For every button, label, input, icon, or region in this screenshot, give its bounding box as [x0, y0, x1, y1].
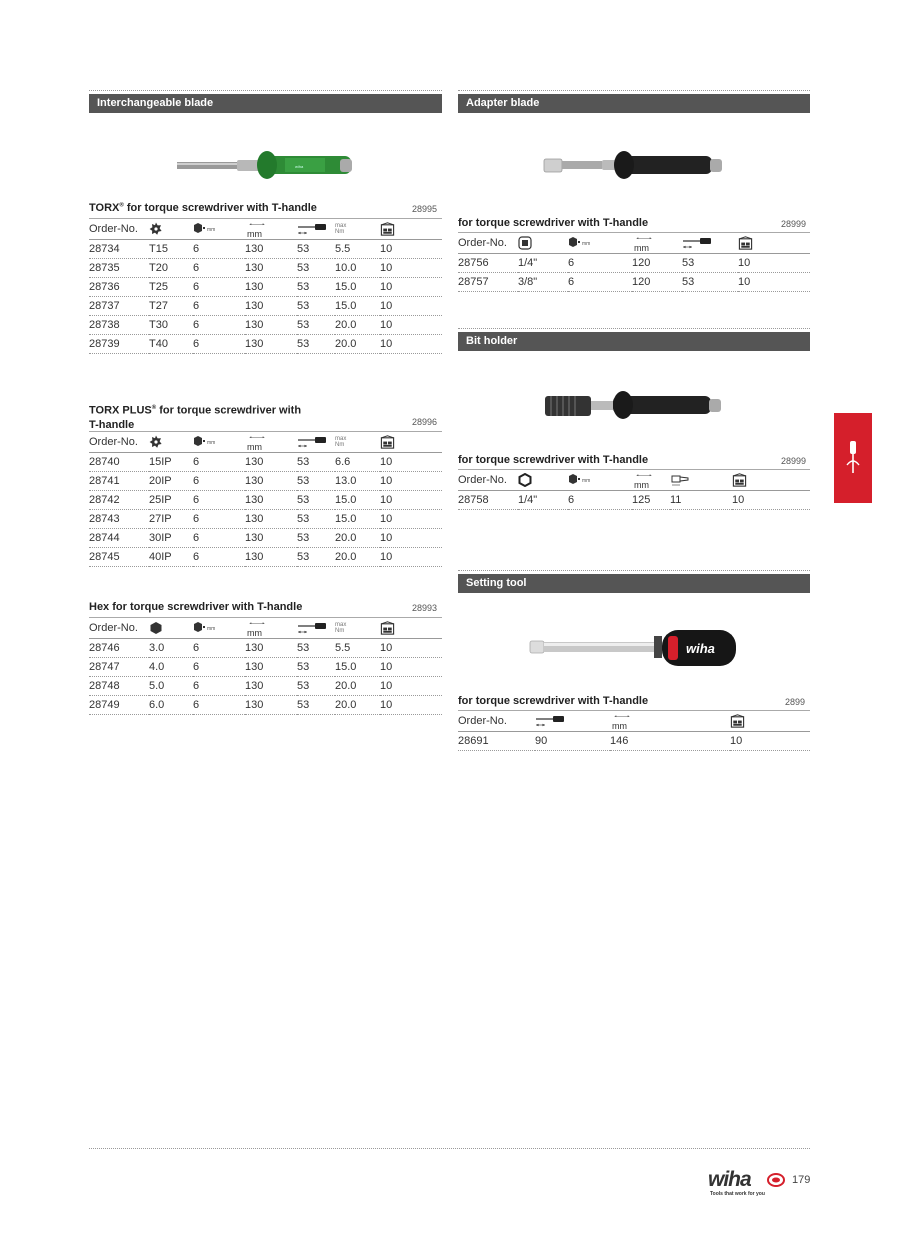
- hex-shank-icon: [568, 473, 598, 487]
- table-row: 28738 T30 6 130 53 20.0 10: [89, 316, 442, 335]
- order-no-header: Order-No.: [89, 618, 149, 639]
- top-rule-left: [89, 90, 442, 91]
- brand-tagline: Tools that work for you: [710, 1191, 765, 1197]
- table-row: 28756 1/4" 6 120 53 10: [458, 254, 810, 273]
- page-number: 179: [792, 1174, 811, 1186]
- setting-table-number: 2899: [785, 697, 806, 707]
- package-box-icon: [738, 236, 753, 251]
- torx-table-number: 28995: [412, 204, 438, 214]
- unit-mm: mm: [247, 441, 262, 452]
- band-label: Interchangeable blade: [97, 97, 214, 109]
- torx-plus-icon: [149, 435, 163, 449]
- table-row: 28734 T15 6 130 53 5.5 10: [89, 240, 442, 259]
- package-box-icon: [380, 222, 395, 237]
- torx-plus-table: [89, 431, 442, 567]
- blade-length-icon: [535, 714, 565, 728]
- bitholder-rule: [458, 328, 810, 329]
- table-row: 28749 6.0 6 130 53 20.0 10: [89, 696, 442, 715]
- table-row: 28744 30IP 6 130 53 20.0 10: [89, 529, 442, 548]
- section-band-bitholder: [458, 332, 810, 351]
- package-box-icon: [730, 714, 745, 729]
- unit-mm: mm: [247, 627, 262, 638]
- table-row: 28747 4.0 6 130 53 15.0 10: [89, 658, 442, 677]
- order-no-header: Order-No.: [458, 233, 518, 254]
- table-header-row: [89, 219, 442, 240]
- unit-mm: mm: [612, 720, 627, 731]
- table-header-row: [89, 432, 442, 453]
- unit-max: max: [335, 223, 347, 229]
- hex-table: [89, 617, 442, 715]
- table-row: 28736 T25 6 130 53 15.0 10: [89, 278, 442, 297]
- torx-icon: [149, 222, 163, 236]
- unit-max: max: [335, 622, 347, 628]
- bitholder-image: [543, 388, 727, 424]
- order-no-header: Order-No.: [458, 470, 518, 491]
- torx-plus-table-number: 28996: [412, 417, 438, 427]
- table-row: 28757 3/8" 6 120 53 10: [458, 273, 810, 292]
- torx-table: [89, 218, 442, 354]
- hex-table-title: Hex for torque screwdriver with T-handle: [89, 601, 303, 613]
- bit-length-icon: [670, 473, 694, 487]
- table-row: 28742 25IP 6 130 53 15.0 10: [89, 491, 442, 510]
- table-row: 28740 15IP 6 130 53 6.6 10: [89, 453, 442, 472]
- interchangeable-blade-image: [175, 148, 355, 184]
- table-header-row: [89, 618, 442, 639]
- blade-length-icon: [297, 621, 327, 635]
- svg-text:wiha: wiha: [295, 164, 304, 169]
- package-box-icon: [380, 435, 395, 450]
- hex-table-number: 28993: [412, 603, 438, 613]
- table-row: 28737 T27 6 130 53 15.0 10: [89, 297, 442, 316]
- blade-length-icon: [297, 435, 327, 449]
- bitholder-table: [458, 469, 810, 510]
- order-no-header: Order-No.: [89, 219, 149, 240]
- setting-table-title: for torque screwdriver with T-handle: [458, 695, 649, 707]
- blade-length-icon: [297, 222, 327, 236]
- unit-nm: Nm: [335, 628, 345, 634]
- unit-mm: mm: [634, 479, 649, 490]
- order-no-header: Order-No.: [89, 432, 149, 453]
- package-box-icon: [732, 473, 747, 488]
- table-row: 28758 1/4" 6 125 11 10: [458, 491, 810, 510]
- unit-nm: Nm: [335, 229, 345, 235]
- blade-length-icon: [682, 236, 712, 250]
- adapter-table: [458, 232, 810, 292]
- category-tab: [834, 413, 872, 503]
- table-header-row: [458, 233, 810, 254]
- hex-shank-icon: [193, 621, 223, 635]
- order-no-header: Order-No.: [458, 711, 535, 732]
- bitholder-table-title: for torque screwdriver with T-handle: [458, 454, 649, 466]
- adapter-blade-image: [542, 148, 726, 184]
- table-row: 28745 40IP 6 130 53 20.0 10: [89, 548, 442, 567]
- section-band-setting: [458, 574, 810, 593]
- hex-shank-icon: [193, 222, 223, 236]
- table-row: 28748 5.0 6 130 53 20.0 10: [89, 677, 442, 696]
- package-box-icon: [380, 621, 395, 636]
- table-header-row: [458, 470, 810, 491]
- hex-icon: [149, 621, 163, 635]
- screwdriver-tab-icon: [834, 413, 872, 503]
- torx-plus-table-title: TORX PLUS® for torque screwdriver with T-handle: [89, 404, 302, 431]
- band-label: Adapter blade: [466, 97, 540, 109]
- adapter-table-title: for torque screwdriver with T-handle: [458, 217, 649, 229]
- table-row: 28735 T20 6 130 53 10.0 10: [89, 259, 442, 278]
- square-drive-icon: [518, 236, 532, 250]
- setting-table: [458, 710, 810, 751]
- hex-socket-icon: [518, 473, 532, 487]
- table-row: 28746 3.0 6 130 53 5.5 10: [89, 639, 442, 658]
- logo-wordmark: wiha: [708, 1168, 751, 1191]
- footer-rule: [89, 1148, 810, 1149]
- unit-mm: mm: [247, 228, 262, 239]
- table-row: 28739 T40 6 130 53 20.0 10: [89, 335, 442, 354]
- setting-handle-brand: wiha: [686, 641, 715, 656]
- unit-max: max: [335, 436, 347, 442]
- bitholder-table-number: 28999: [781, 456, 807, 466]
- setting-tool-image: [528, 622, 740, 672]
- section-band-interchangeable: [89, 94, 442, 113]
- table-row: 28741 20IP 6 130 53 13.0 10: [89, 472, 442, 491]
- adapter-table-number: 28999: [781, 219, 807, 229]
- unit-mm: mm: [634, 242, 649, 253]
- top-rule-right: [458, 90, 810, 91]
- torx-table-title: TORX® for torque screwdriver with T-handle: [89, 202, 317, 214]
- hex-shank-icon: [193, 435, 223, 449]
- section-band-adapter: [458, 94, 810, 113]
- hex-shank-icon: [568, 236, 598, 250]
- table-row: 28691 90 146 10: [458, 732, 810, 751]
- table-row: 28743 27IP 6 130 53 15.0 10: [89, 510, 442, 529]
- unit-nm: Nm: [335, 442, 345, 448]
- setting-rule: [458, 570, 810, 571]
- band-label: Bit holder: [466, 335, 518, 347]
- wiha-logo: [708, 1168, 788, 1192]
- table-header-row: [458, 711, 810, 732]
- band-label: Setting tool: [466, 577, 527, 589]
